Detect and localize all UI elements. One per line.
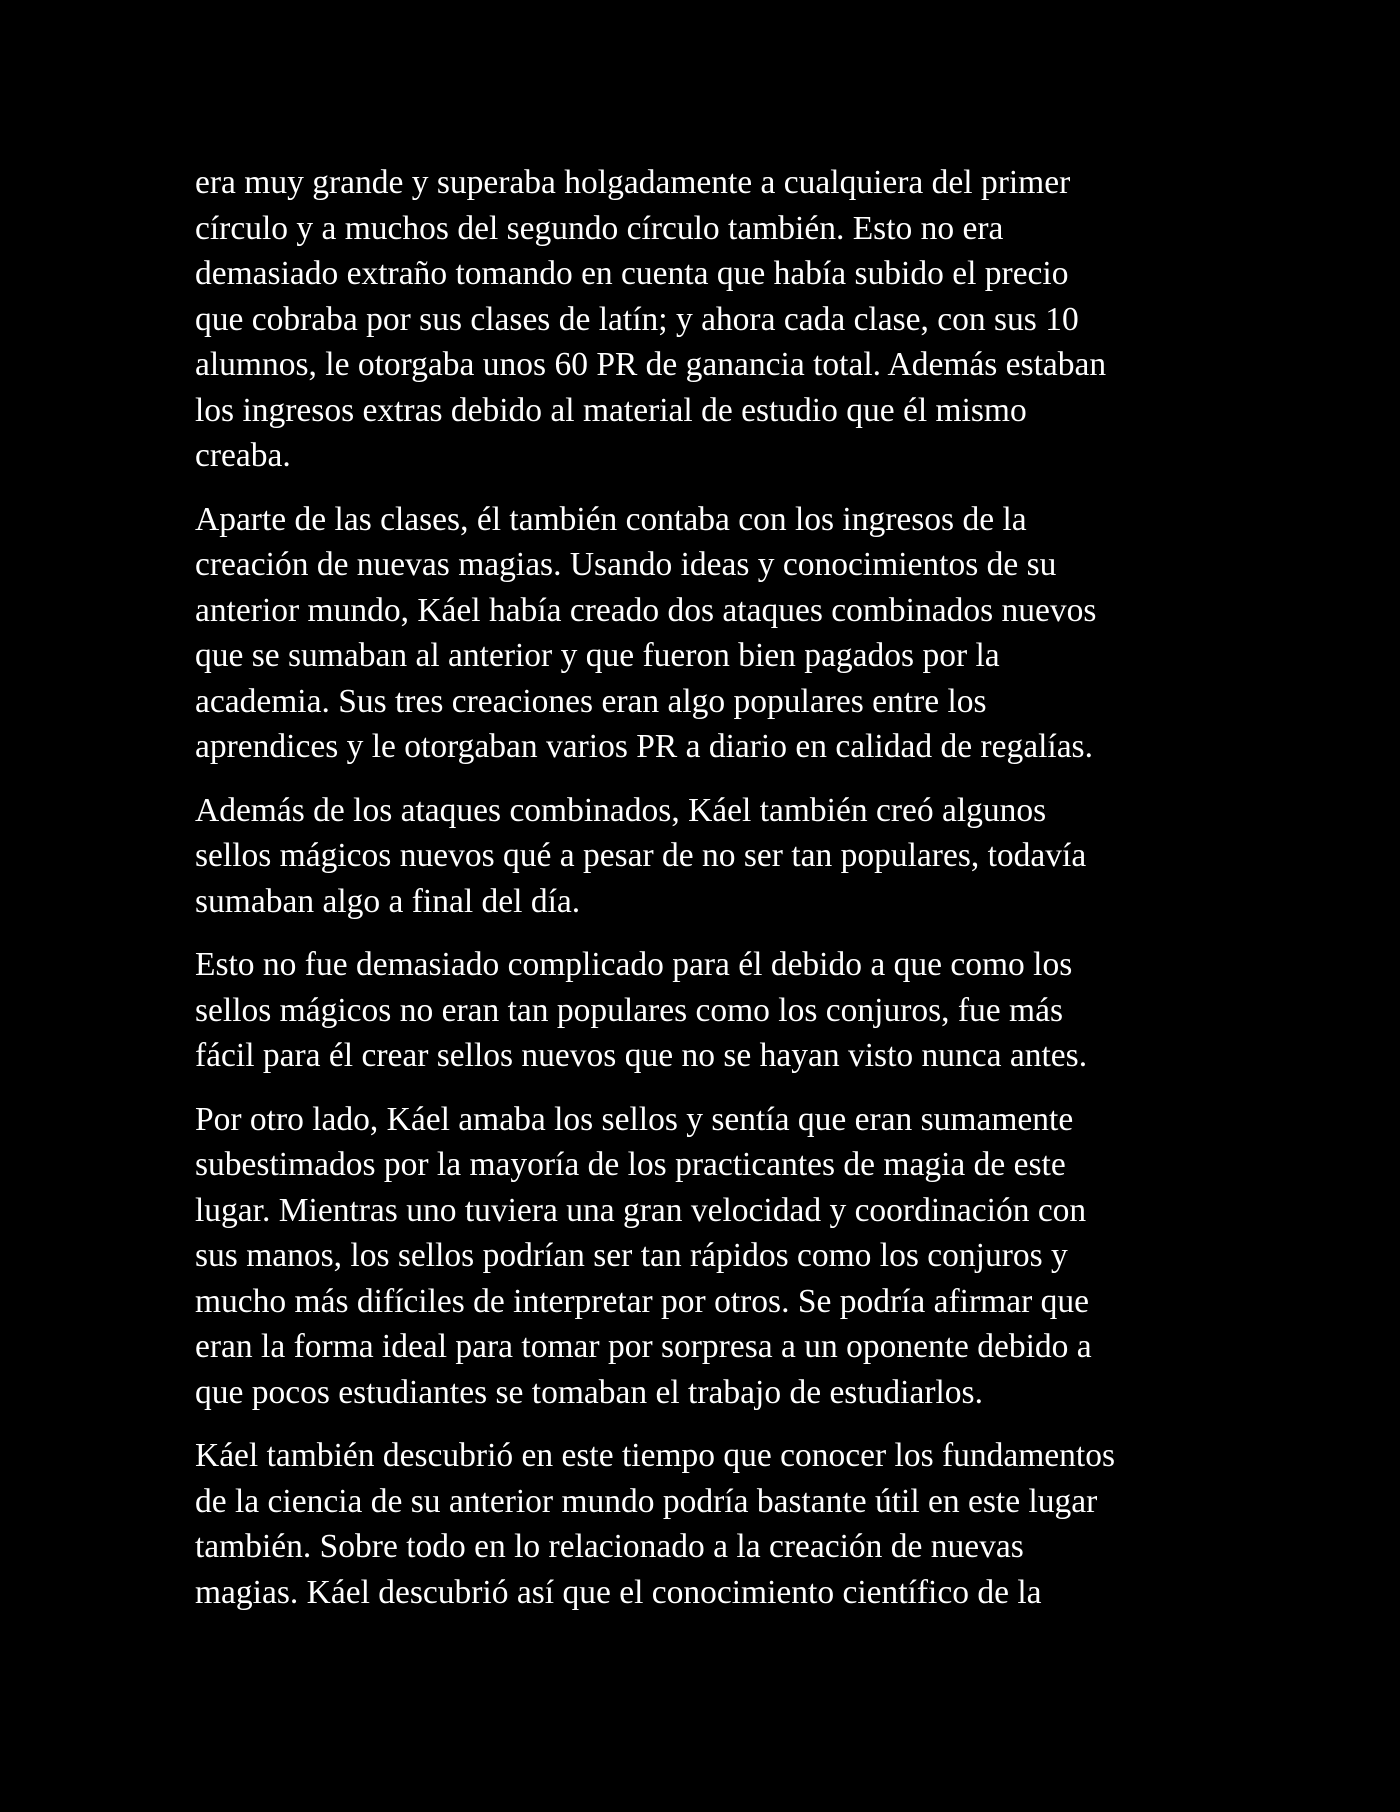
text-line: academia. Sus tres creaciones eran algo populares entre los	[195, 682, 987, 720]
text-line: sus manos, los sellos podrían ser tan rápidos como los conjuros y	[195, 1237, 1068, 1274]
text-line: de la ciencia de su anterior mundo podría bastante útil en este lugar	[195, 1482, 1098, 1520]
paragraph-4	[195, 942, 1225, 1079]
text-line: fácil para él crear sellos nuevos que no se hayan visto nunca antes.	[195, 1037, 1088, 1074]
text-line: eran la forma ideal para tomar por sorpresa a un oponente debido a	[195, 1328, 1092, 1365]
text-column	[195, 160, 1225, 1633]
text-line: lugar. Mientras uno tuviera una gran velocidad y coordinación con	[195, 1191, 1087, 1229]
text-line: anterior mundo, Káel había creado dos ataques combinados nuevos	[195, 591, 1097, 629]
text-line: demasiado extraño tomando en cuenta que había subido el precio	[195, 255, 1069, 292]
text-line: que pocos estudiantes se tomaban el trabajo de estudiarlos.	[195, 1373, 983, 1411]
text-line: sumaban algo a final del día.	[195, 882, 581, 920]
text-line: Por otro lado, Káel amaba los sellos y sentía que eran sumamente	[195, 1100, 1074, 1138]
paragraph-3	[195, 788, 1225, 925]
text-line: sellos mágicos nuevos qué a pesar de no ser tan populares, todavía	[195, 837, 1087, 874]
text-line: Aparte de las clases, él también contaba con los ingresos de la	[195, 500, 1027, 538]
paragraph-5	[195, 1097, 1225, 1416]
text-line: magias. Káel descubrió así que el conocimiento científico de la	[195, 1573, 1042, 1611]
paragraph-6	[195, 1433, 1225, 1615]
text-line: círculo y a muchos del segundo círculo también. Esto no era	[195, 209, 1004, 247]
paragraph-1	[195, 160, 1225, 479]
paragraph-2	[195, 497, 1225, 770]
text-line: creaba.	[195, 437, 291, 474]
text-line: Káel también descubrió en este tiempo que conocer los fundamentos	[195, 1437, 1116, 1474]
text-line: subestimados por la mayoría de los practicantes de magia de este	[195, 1146, 1066, 1183]
text-line: sellos mágicos no eran tan populares como los conjuros, fue más	[195, 991, 1064, 1029]
text-line: Esto no fue demasiado complicado para él debido a que como los	[195, 946, 1073, 983]
text-line: mucho más difíciles de interpretar por otros. Se podría afirmar que	[195, 1282, 1089, 1320]
text-line: Además de los ataques combinados, Káel también creó algunos	[195, 791, 1047, 829]
text-line: los ingresos extras debido al material de estudio que él mismo	[195, 391, 1027, 429]
text-line: era muy grande y superaba holgadamente a cualquiera del primer	[195, 164, 1071, 201]
text-line: también. Sobre todo en lo relacionado a la creación de nuevas	[195, 1528, 1024, 1565]
text-line: aprendices y le otorgaban varios PR a diario en calidad de regalías.	[195, 728, 1093, 765]
text-line: que se sumaban al anterior y que fueron bien pagados por la	[195, 637, 1000, 674]
text-line: creación de nuevas magias. Usando ideas y conocimientos de su	[195, 546, 1057, 583]
text-line: alumnos, le otorgaba unos 60 PR de ganancia total. Además estaban	[195, 346, 1107, 383]
text-line: que cobraba por sus clases de latín; y ahora cada clase, con sus 10	[195, 300, 1079, 338]
